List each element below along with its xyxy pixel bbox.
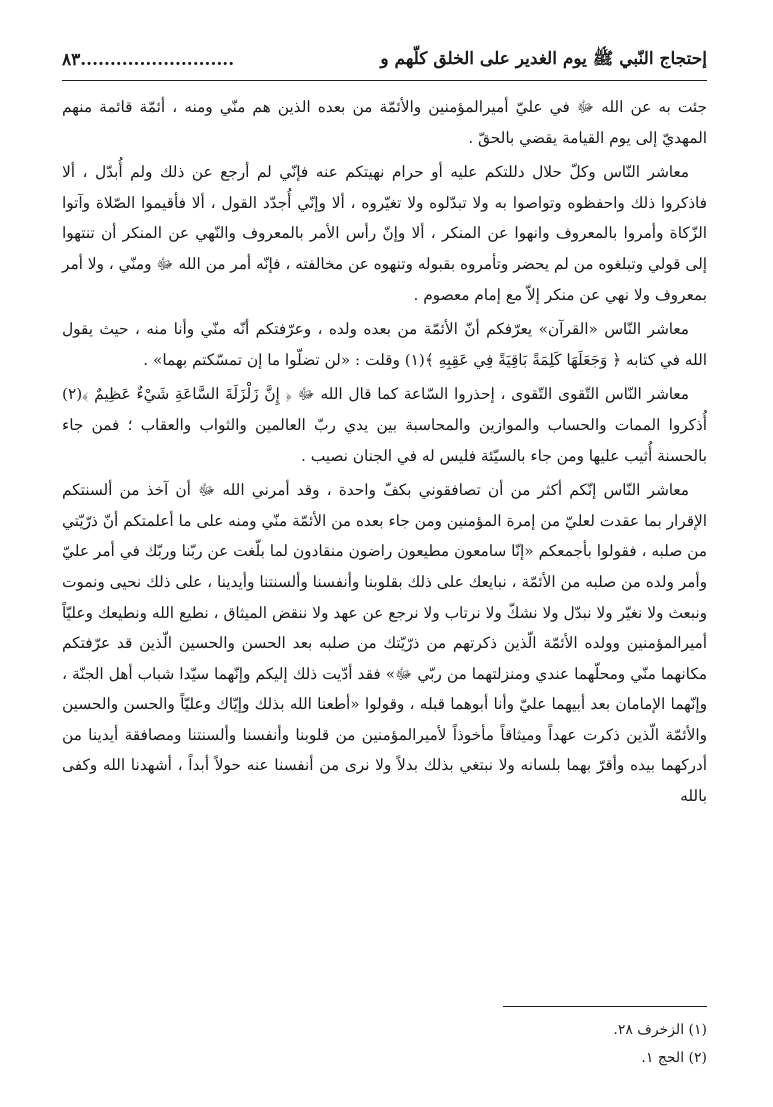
paragraph: معاشر النّاس وكلّ حلال دللتكم عليه أو حرام نهيتكم عنه فإنّي لم أرجع عن ذلك ولم أُبدّل ، ألا فاذكروا ذلك واحفظوه وتواصوا به ولا تبدّلوه ولا تغيّروه ، ألا وإنّي أُجدّد القول ، ألا فأقيموا الصّلاة وآتوا الزّكاة وأمروا بالمعروف وانهوا عن المنكر ، ألا وإنّ رأس الأمر بالمعروف والنّهي عن المنكر أن تنتهوا إلى قولي وتبلغوه من لم يحضر وتأمروه بقبوله وتنهوه عن مخالفته ، فإنّه أمر من الله ﷻ ومنّي ، ولا أمر بمعروف ولا نهي عن منكر إلاّ مع إمام معصوم . — [62, 163, 707, 304]
header-rule — [62, 80, 707, 81]
header-title: إحتجاج النّبي ﷺ يوم الغدير على الخلق كلّهم و — [380, 48, 707, 69]
page-number: ..........................٨٣ — [62, 50, 235, 70]
footnotes — [62, 1016, 707, 1072]
body-text — [62, 92, 707, 816]
paragraph: معاشر النّاس إنّكم أكثر من أن تصافقوني بكفّ واحدة ، وقد أمرني الله ﷻ أن آخذ من ألسنتكم الإقرار بما عقدت لعليّ من إمرة المؤمنين ومن جاء بعده من الأئمّة منّي ومنه على ما أعلمتكم أنّ ذرّيّتي من صلبه ، فقولوا بأجمعكم «إنّا سامعون مطيعون راضون منقادون لما بلّغت عن ربّنا وربّك في أمر عليّ وأمر ولده من صلبه من الأئمّة ، نبايعك على ذلك بقلوبنا وأنفسنا وألسنتنا وأيدينا ، على ذلك نحيى ونموت ونبعث ولا نغيّر ولا نبدّل ولا نشكّ ولا نرتاب ولا نرجع عن عهد ولا ننقض الميثاق ، نطيع الله ونطيعك وعليّاً أميرالمؤمنين وولده الأئمّة الّذين ذكرتهم من ذرّيّتك من صلبه بعد الحسن والحسين الّذين قد عرّفتكم مكانهما منّي ومحلّهما عندي ومنزلتهما من ربّي ﷻ» فقد أدّيت ذلك إليكم وإنّهما سيّدا شباب أهل الجنّة ، وإنّهما الإمامان بعد أبيهما عليّ وأنا أبوهما قبله ، وقولوا «أطعنا الله بذلك وإيّاك وعليّاً والحسن والحسين والأئمّة الّذين ذكرت عهداً وميثاقاً مأخوذاً لأميرالمؤمنين من قلوبنا وأنفسنا وألسنتنا ومصافقة أيدينا من أدركهما بيده وأقرّ بهما بلسانه ولا نبتغي بذلك بدلاً ولا نرى من أنفسنا عنه حولاً أبداً ، أشهدنا الله وكفى بالله — [62, 481, 707, 806]
paragraph: جئت به عن الله ﷻ في عليّ أميرالمؤمنين والأئمّة من بعده الذين هم منّي ومنه ، أئمّة قائمة منهم المهديّ إلى يوم القيامة يقضي بالحقّ . — [62, 98, 707, 147]
footnote-rule — [503, 1006, 707, 1007]
paragraph: معاشر النّاس التّقوى التّقوى ، إحذروا السّاعة كما قال الله ﷻ ﴿ إِنَّ زَلْزَلَةَ السَّاعَةِ شَيْءٌ عَظِيمٌ ﴾(٢) أُذكروا الممات والحساب والموازين والمحاسبة بين يدي ربّ العالمين والثواب والعقاب ؛ فمن جاء بالحسنة أُثيب عليها ومن جاء بالسيّئة فليس له في الجنان نصيب . — [62, 385, 707, 465]
paragraph: معاشر النّاس «القرآن» يعرّفكم أنّ الأئمّة من بعده ولده ، وعرّفتكم أنّه منّي وأنا منه ، حيث يقول الله في كتابه ﴿ وَجَعَلَهَا كَلِمَةً بَاقِيَةً فِي عَقِبِهِ ﴾(١) وقلت : «لن تضلّوا ما إن تمسّكتم بهما» . — [62, 320, 707, 369]
running-header — [62, 40, 707, 80]
footnote: (٢) الحج ١. — [641, 1050, 707, 1066]
footnote: (١) الزخرف ٢٨. — [613, 1022, 707, 1038]
